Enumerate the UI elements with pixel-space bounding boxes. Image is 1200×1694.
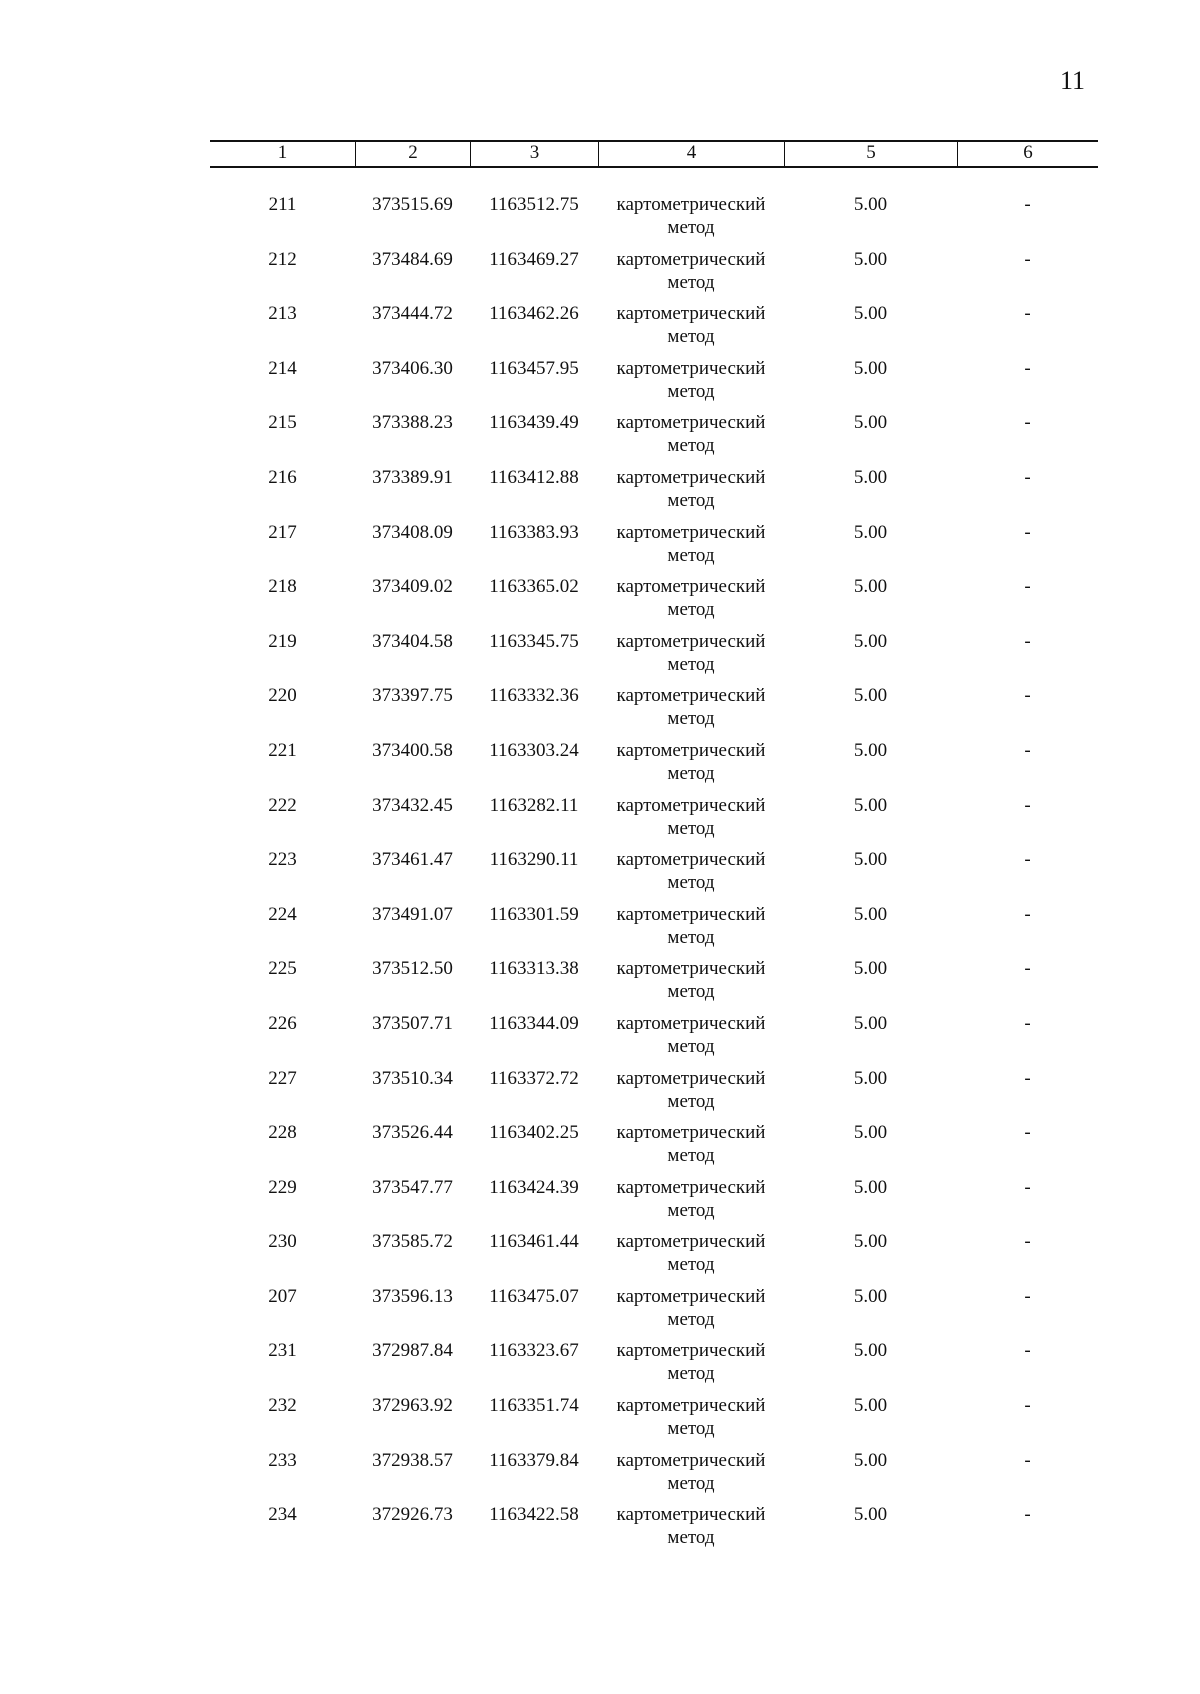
method-line-1: картометрический [616, 1285, 766, 1307]
coord-x: 373507.71 [372, 1012, 453, 1034]
coord-y: 1163332.36 [489, 685, 579, 707]
method [598, 903, 784, 949]
table-row [210, 193, 1098, 248]
accuracy: 5.00 [853, 303, 888, 325]
point-number: 221 [268, 739, 297, 761]
coord-y: 1163372.72 [489, 1067, 579, 1089]
accuracy: 5.00 [853, 1012, 888, 1034]
accuracy: 5.00 [853, 1285, 888, 1307]
coord-x: 373515.69 [372, 194, 453, 215]
method [598, 794, 784, 840]
table-row [210, 1285, 1098, 1340]
coord-y: 1163344.09 [489, 1012, 579, 1034]
coord-y: 1163323.67 [489, 1340, 579, 1362]
table-row [210, 1230, 1098, 1285]
point-number: 223 [268, 849, 297, 871]
method [598, 1449, 784, 1495]
method [598, 1285, 784, 1331]
table-row [210, 1176, 1098, 1231]
point-number: 222 [268, 794, 297, 816]
coord-y: 1163351.74 [489, 1395, 579, 1417]
method-line-1: картометрический [616, 357, 766, 379]
table-row [210, 684, 1098, 739]
method-line-2: метод [667, 271, 715, 293]
header-col-2: 2 [355, 142, 470, 166]
extra-value: - [1024, 685, 1031, 707]
method-line-1: картометрический [616, 849, 766, 871]
method-line-2: метод [667, 1472, 715, 1494]
table-row [210, 794, 1098, 849]
coord-x: 373404.58 [372, 630, 453, 652]
method-line-1: картометрический [616, 521, 766, 543]
method [598, 684, 784, 730]
coord-y: 1163512.75 [489, 194, 579, 215]
coord-x: 373596.13 [372, 1285, 453, 1307]
method-line-1: картометрический [616, 1395, 766, 1417]
coord-x: 373408.09 [372, 521, 453, 543]
method-line-1: картометрический [616, 739, 766, 761]
table-row [210, 1012, 1098, 1067]
table-row [210, 1449, 1098, 1504]
table-row [210, 1339, 1098, 1394]
coord-y: 1163303.24 [489, 739, 579, 761]
point-number: 220 [268, 685, 297, 707]
method-line-2: метод [667, 1199, 715, 1221]
coord-y: 1163412.88 [489, 466, 579, 488]
method-line-1: картометрический [616, 958, 766, 980]
method-line-2: метод [667, 544, 715, 566]
extra-value: - [1024, 958, 1031, 980]
coord-y: 1163301.59 [489, 903, 579, 925]
method-line-2: метод [667, 1308, 715, 1330]
method [598, 575, 784, 621]
accuracy: 5.00 [853, 412, 888, 434]
coord-x: 373397.75 [372, 685, 453, 707]
method [598, 302, 784, 348]
method-line-1: картометрический [616, 412, 766, 434]
coord-y: 1163383.93 [489, 521, 579, 543]
table-row [210, 411, 1098, 466]
point-number: 217 [268, 521, 297, 543]
table-row [210, 1394, 1098, 1449]
point-number: 232 [268, 1395, 297, 1417]
point-number: 214 [268, 357, 297, 379]
extra-value: - [1024, 576, 1031, 598]
point-number: 225 [268, 958, 297, 980]
method-line-1: картометрический [616, 1067, 766, 1089]
coord-y: 1163424.39 [489, 1176, 579, 1198]
method-line-2: метод [667, 380, 715, 402]
extra-value: - [1024, 303, 1031, 325]
coord-y: 1163379.84 [489, 1449, 579, 1471]
method-line-1: картометрический [616, 576, 766, 598]
method-line-2: метод [667, 217, 715, 238]
method-line-1: картометрический [616, 1504, 766, 1526]
extra-value: - [1024, 849, 1031, 871]
method-line-2: метод [667, 1527, 715, 1549]
point-number: 224 [268, 903, 297, 925]
point-number: 216 [268, 466, 297, 488]
page-number: 11 [1060, 66, 1086, 95]
method [598, 466, 784, 512]
coord-x: 373406.30 [372, 357, 453, 379]
coord-x: 373526.44 [372, 1122, 453, 1144]
coord-x: 373510.34 [372, 1067, 453, 1089]
table-row [210, 630, 1098, 685]
method-line-1: картометрический [616, 1340, 766, 1362]
point-number: 207 [268, 1285, 297, 1307]
method [598, 193, 784, 239]
table-row [210, 903, 1098, 958]
extra-value: - [1024, 1449, 1031, 1471]
extra-value: - [1024, 1231, 1031, 1253]
method [598, 1176, 784, 1222]
accuracy: 5.00 [853, 739, 888, 761]
coord-y: 1163422.58 [489, 1504, 579, 1526]
coord-x: 373461.47 [372, 849, 453, 871]
method-line-2: метод [667, 1145, 715, 1167]
table-row [210, 357, 1098, 412]
method-line-1: картометрический [616, 248, 766, 270]
accuracy: 5.00 [853, 1067, 888, 1089]
coord-y: 1163457.95 [489, 357, 579, 379]
coord-x: 372938.57 [372, 1449, 453, 1471]
method [598, 1012, 784, 1058]
method-line-1: картометрический [616, 630, 766, 652]
accuracy: 5.00 [853, 357, 888, 379]
coord-y: 1163475.07 [489, 1285, 579, 1307]
table-header [210, 140, 1098, 168]
point-number: 211 [268, 194, 297, 215]
method-line-1: картометрический [616, 1231, 766, 1253]
coord-x: 373484.69 [372, 248, 453, 270]
method-line-2: метод [667, 326, 715, 348]
extra-value: - [1024, 466, 1031, 488]
accuracy: 5.00 [853, 1449, 888, 1471]
coord-x: 372926.73 [372, 1504, 453, 1526]
point-number: 228 [268, 1122, 297, 1144]
extra-value: - [1024, 630, 1031, 652]
method [598, 357, 784, 403]
extra-value: - [1024, 412, 1031, 434]
coord-x: 373512.50 [372, 958, 453, 980]
accuracy: 5.00 [853, 194, 888, 215]
method-line-2: метод [667, 599, 715, 621]
coord-x: 373585.72 [372, 1231, 453, 1253]
method-line-1: картометрический [616, 466, 766, 488]
accuracy: 5.00 [853, 1340, 888, 1362]
coord-y: 1163462.26 [489, 303, 579, 325]
method-line-2: метод [667, 762, 715, 784]
accuracy: 5.00 [853, 1231, 888, 1253]
accuracy: 5.00 [853, 903, 888, 925]
method-line-2: метод [667, 1363, 715, 1385]
method-line-2: метод [667, 1418, 715, 1440]
method-line-1: картометрический [616, 685, 766, 707]
point-number: 229 [268, 1176, 297, 1198]
method [598, 521, 784, 567]
coord-y: 1163345.75 [489, 630, 579, 652]
coord-y: 1163402.25 [489, 1122, 579, 1144]
coord-y: 1163469.27 [489, 248, 579, 270]
method [598, 411, 784, 457]
extra-value: - [1024, 1012, 1031, 1034]
method-line-2: метод [667, 1035, 715, 1057]
accuracy: 5.00 [853, 958, 888, 980]
coord-x: 372963.92 [372, 1395, 453, 1417]
point-number: 215 [268, 412, 297, 434]
method-line-2: метод [667, 653, 715, 675]
point-number: 218 [268, 576, 297, 598]
method-line-2: метод [667, 435, 715, 457]
header-col-3: 3 [470, 142, 598, 166]
table-row [210, 521, 1098, 576]
method-line-1: картометрический [616, 794, 766, 816]
table-row [210, 1503, 1098, 1558]
extra-value: - [1024, 1504, 1031, 1526]
method [598, 630, 784, 676]
extra-value: - [1024, 521, 1031, 543]
point-number: 227 [268, 1067, 297, 1089]
extra-value: - [1024, 1395, 1031, 1417]
coord-y: 1163290.11 [489, 849, 579, 871]
extra-value: - [1024, 739, 1031, 761]
accuracy: 5.00 [853, 248, 888, 270]
method-line-1: картометрический [616, 1122, 766, 1144]
method-line-1: картометрический [616, 903, 766, 925]
method [598, 739, 784, 785]
extra-value: - [1024, 1340, 1031, 1362]
method [598, 1067, 784, 1113]
point-number: 212 [268, 248, 297, 270]
point-number: 213 [268, 303, 297, 325]
extra-value: - [1024, 248, 1031, 270]
point-number: 233 [268, 1449, 297, 1471]
coord-y: 1163282.11 [489, 794, 579, 816]
header-col-5: 5 [784, 142, 957, 166]
method [598, 1503, 784, 1549]
header-col-6: 6 [957, 142, 1098, 166]
accuracy: 5.00 [853, 1122, 888, 1144]
method-line-2: метод [667, 926, 715, 948]
coord-y: 1163365.02 [489, 576, 579, 598]
coord-x: 373409.02 [372, 576, 453, 598]
method-line-2: метод [667, 489, 715, 511]
coord-x: 373389.91 [372, 466, 453, 488]
table-body [210, 193, 1098, 1558]
method [598, 248, 784, 294]
accuracy: 5.00 [853, 685, 888, 707]
accuracy: 5.00 [853, 1504, 888, 1526]
header-col-1: 1 [277, 142, 288, 163]
coord-x: 373444.72 [372, 303, 453, 325]
accuracy: 5.00 [853, 1395, 888, 1417]
extra-value: - [1024, 1176, 1031, 1198]
point-number: 230 [268, 1231, 297, 1253]
method-line-1: картометрический [616, 1449, 766, 1471]
table-row [210, 1121, 1098, 1176]
extra-value: - [1024, 194, 1031, 215]
header-col-4: 4 [598, 142, 784, 166]
coord-x: 373432.45 [372, 794, 453, 816]
method-line-1: картометрический [616, 1012, 766, 1034]
extra-value: - [1024, 1285, 1031, 1307]
coord-y: 1163461.44 [489, 1231, 579, 1253]
extra-value: - [1024, 357, 1031, 379]
method-line-2: метод [667, 1090, 715, 1112]
table-row [210, 739, 1098, 794]
method-line-2: метод [667, 872, 715, 894]
method-line-2: метод [667, 981, 715, 1003]
extra-value: - [1024, 794, 1031, 816]
coord-x: 373400.58 [372, 739, 453, 761]
method-line-2: метод [667, 817, 715, 839]
coord-x: 373491.07 [372, 903, 453, 925]
point-number: 219 [268, 630, 297, 652]
accuracy: 5.00 [853, 466, 888, 488]
method-line-2: метод [667, 1254, 715, 1276]
accuracy: 5.00 [853, 521, 888, 543]
extra-value: - [1024, 903, 1031, 925]
table-row [210, 302, 1098, 357]
coord-y: 1163313.38 [489, 958, 579, 980]
method [598, 1339, 784, 1385]
coord-y: 1163439.49 [489, 412, 579, 434]
method-line-1: картометрический [616, 303, 766, 325]
extra-value: - [1024, 1122, 1031, 1144]
method-line-2: метод [667, 708, 715, 730]
method-line-1: картометрический [616, 1176, 766, 1198]
table-row [210, 1067, 1098, 1122]
method [598, 848, 784, 894]
method [598, 957, 784, 1003]
method [598, 1230, 784, 1276]
point-number: 226 [268, 1012, 297, 1034]
table-row [210, 848, 1098, 903]
accuracy: 5.00 [853, 794, 888, 816]
table-row [210, 957, 1098, 1012]
coord-x: 373547.77 [372, 1176, 453, 1198]
table-row [210, 575, 1098, 630]
point-number: 231 [268, 1340, 297, 1362]
method-line-1: картометрический [616, 194, 766, 215]
method [598, 1121, 784, 1167]
accuracy: 5.00 [853, 630, 888, 652]
table-row [210, 466, 1098, 521]
coord-x: 372987.84 [372, 1340, 453, 1362]
point-number: 234 [268, 1504, 297, 1526]
accuracy: 5.00 [853, 576, 888, 598]
extra-value: - [1024, 1067, 1031, 1089]
coord-x: 373388.23 [372, 412, 453, 434]
method [598, 1394, 784, 1440]
table-row [210, 248, 1098, 303]
accuracy: 5.00 [853, 1176, 888, 1198]
accuracy: 5.00 [853, 849, 888, 871]
